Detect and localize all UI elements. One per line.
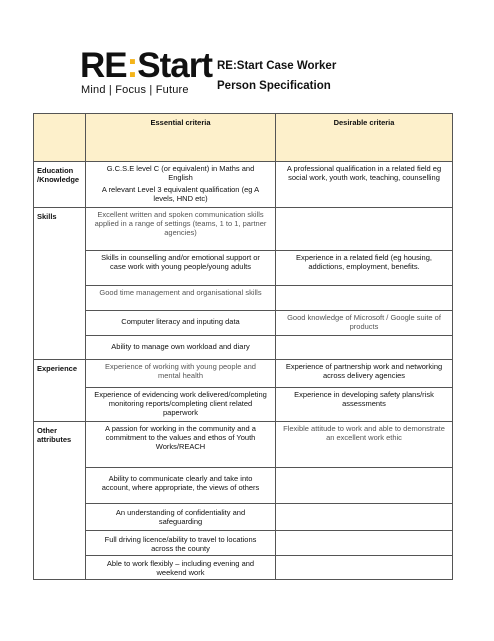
row-label-cell [34,422,86,580]
row-label-experience: Experience [37,364,78,373]
other-essential-4: Full driving licence/ability to travel to locations across the county [104,535,257,553]
logo-text-start: Start [137,46,213,85]
header-desirable-label: Desirable criteria [333,118,395,127]
skills-essential-2: Skills in counselling and/or emotional support or case work with young people/young adults [101,253,260,271]
essential-cell [86,208,276,251]
logo-text-re: RE [80,46,127,85]
other-desirable-4 [276,531,452,534]
row-label-cell [34,162,86,208]
other-desirable-3 [276,504,452,507]
experience-desirable-2: Experience in developing safety plans/risk assessments [294,390,434,408]
experience-desirable-1: Experience of partnership work and networking across delivery agencies [285,362,443,380]
desirable-cell [276,208,453,251]
row-label-skills: Skills [37,212,57,221]
desirable-cell [276,468,453,504]
person-spec-table [33,113,453,580]
table-row [34,162,453,208]
essential-cell [86,162,276,208]
other-essential-2: Ability to communicate clearly and take into account, where appropriate, the views of others [101,474,260,492]
restart-logo [80,46,213,98]
essential-cell [86,360,276,388]
essential-cell [86,251,276,286]
skills-desirable-2: Experience in a related field (eg housing, addictions, employment, benefits. [296,253,432,271]
essential-cell [86,504,276,531]
table-row [34,286,453,311]
other-essential-1: A passion for working in the community and a commitment to the values and ethos of Youth Works/REACH [105,424,256,451]
page-subtitle: Person Specification [217,80,331,92]
essential-cell [86,468,276,504]
desirable-cell [276,556,453,580]
experience-essential-1: Experience of working with young people and mental health [105,362,256,380]
essential-cell [86,336,276,360]
header-desirable [276,114,453,162]
skills-desirable-5 [276,336,452,339]
experience-essential-2: Experience of evidencing work delivered/completing monitoring reports/completing client related paperwork [94,390,267,417]
table-row [34,311,453,336]
row-label-cell [34,208,86,360]
other-desirable-5 [276,556,452,559]
logo-colon: : [126,46,138,85]
desirable-cell [276,286,453,311]
desirable-cell [276,388,453,422]
skills-essential-5: Ability to manage own workload and diary [111,342,250,351]
desirable-cell [276,251,453,286]
education-desirable: A professional qualification in a related field eg social work, youth work, teaching, counselling [286,164,442,182]
logo-wordmark [80,48,212,84]
essential-cell [86,531,276,556]
essential-cell [86,388,276,422]
education-essential-2: A relevant Level 3 equivalent qualification (eg A levels, HND etc) [101,185,260,203]
table-row [34,251,453,286]
skills-desirable-1 [276,208,452,211]
row-label-education: Education /Knowledge [37,166,80,184]
table-row [34,360,453,388]
essential-cell [86,556,276,580]
education-essential-1: G.C.S.E level C (or equivalent) in Maths and English [106,164,255,182]
header-essential [86,114,276,162]
other-desirable-1: Flexible attitude to work and able to demonstrate an excellent work ethic [283,424,445,442]
other-essential-5: Able to work flexibly – including evening and weekend work [106,559,255,577]
desirable-cell [276,336,453,360]
desirable-cell [276,422,453,468]
skills-essential-3: Good time management and organisational skills [99,288,262,297]
skills-essential-1: Excellent written and spoken communication skills applied in a range of settings (teams, 1 to 1, partner agencies) [94,210,267,237]
essential-cell [86,422,276,468]
header-essential-label: Essential criteria [150,118,211,127]
header-cell-blank [34,114,86,162]
table-row [34,531,453,556]
skills-desirable-4: Good knowledge of Microsoft / Google suite of products [287,313,441,331]
desirable-cell [276,311,453,336]
table-row [34,208,453,251]
page-title: RE:Start Case Worker [217,60,337,72]
other-essential-3: An understanding of confidentiality and safeguarding [115,508,246,526]
table-row [34,504,453,531]
table-row [34,336,453,360]
essential-cell [86,311,276,336]
skills-essential-4: Computer literacy and inputing data [121,317,240,326]
desirable-cell [276,360,453,388]
table-row [34,422,453,468]
table-row [34,556,453,580]
table-header-row [34,114,453,162]
row-label-cell [34,360,86,422]
essential-cell [86,286,276,311]
row-label-other-attributes: Other attributes [37,426,72,444]
desirable-cell [276,162,453,208]
skills-desirable-3 [276,286,452,289]
table-row [34,468,453,504]
desirable-cell [276,504,453,531]
logo-tagline: Mind | Focus | Future [81,84,189,96]
desirable-cell [276,531,453,556]
other-desirable-2 [276,468,452,471]
table-row [34,388,453,422]
